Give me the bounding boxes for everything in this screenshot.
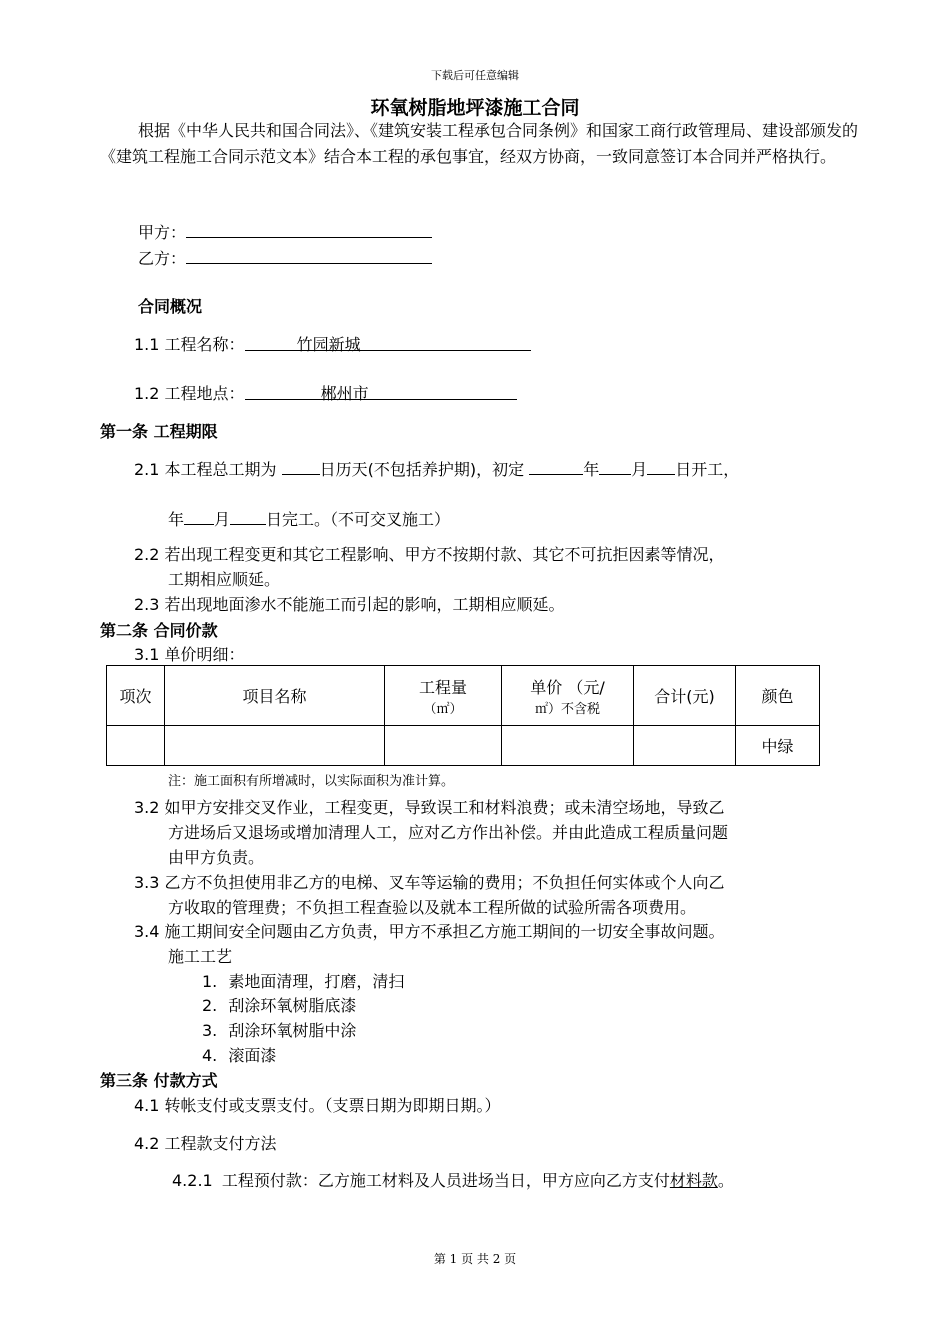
unit-price-table	[106, 665, 820, 766]
table-cell	[165, 726, 385, 766]
step-number: 1.	[202, 972, 218, 991]
item-4-2-1	[172, 1168, 734, 1191]
item-number: 4.2	[134, 1134, 160, 1153]
item-text: 日历天(不包括养护期)，初定	[319, 460, 525, 479]
item-text: 若出现工程变更和其它工程影响、甲方不按期付款、其它不可抗拒因素等情况，	[164, 545, 725, 564]
item-3-1	[134, 642, 245, 665]
item-number: 2.2	[134, 545, 160, 564]
item-text: 日开工，	[675, 460, 740, 479]
item-3-3	[134, 870, 725, 893]
table-header-row	[107, 666, 820, 726]
item-4-1	[134, 1093, 501, 1116]
item-text: 施工期间安全问题由乙方负责，甲方不承担乙方施工期间的一切安全事故问题。	[164, 922, 725, 941]
month-label: 月	[631, 460, 648, 479]
table-cell	[385, 726, 502, 766]
project-location-value: 郴州市	[320, 384, 369, 403]
item-text: 乙方不负担使用非乙方的电梯、叉车等运输的费用；不负担任何实体或个人向乙	[164, 873, 725, 892]
item-number: 3.2	[134, 798, 160, 817]
quantity-unit: （㎡）	[423, 701, 463, 717]
unit-price-unit: ㎡）不含税	[534, 701, 600, 717]
item-2-1-line2	[168, 506, 450, 530]
step-text: 刮涂环氧树脂中涂	[228, 1021, 357, 1040]
item-3-2-line3: 由甲方负责。	[168, 848, 265, 867]
start-year-blank	[529, 456, 583, 475]
unit-price-label: 单价 （元/	[530, 677, 605, 697]
item-text: 工程预付款：乙方施工材料及人员进场当日，甲方应向乙方支付	[221, 1171, 670, 1190]
item-text: 转帐支付或支票支付。（支票日期为即期日期。）	[164, 1096, 501, 1115]
item-text: 如甲方安排交叉作业，工程变更，导致误工和材料浪费；或未清空场地，导致乙	[164, 798, 725, 817]
total-days-blank	[282, 456, 320, 475]
step-text: 刮涂环氧树脂底漆	[228, 996, 357, 1015]
process-step	[202, 1043, 276, 1066]
item-3-4	[134, 919, 725, 942]
start-month-blank	[599, 456, 631, 475]
item-text: 日完工。（不可交叉施工）	[266, 510, 451, 529]
step-number: 4.	[202, 1046, 218, 1065]
item-text: 若出现地面渗水不能施工而引起的影响，工期相应顺延。	[164, 595, 565, 614]
process-step	[202, 1018, 356, 1041]
item-text: 。	[717, 1171, 734, 1190]
item-text: 工程款支付方法	[164, 1134, 277, 1153]
project-location-field	[245, 381, 517, 403]
item-2-2	[134, 542, 725, 565]
material-fee-text: 材料款	[669, 1171, 718, 1190]
item-1-2	[134, 381, 517, 404]
intro-paragraph: 根据《中华人民共和国合同法》、《建筑安装工程承包合同条例》和国家工商行政管理局、建设部颁发的《建筑工程施工合同示范文本》结合本工程的承包事宜，经双方协商，一致同意签订本合同并严格执行。	[100, 121, 859, 166]
party-a-label: 甲方：	[138, 223, 187, 242]
quantity-label: 工程量	[418, 677, 467, 697]
item-number: 4.2.1	[172, 1171, 213, 1190]
step-text: 滚面漆	[228, 1046, 277, 1065]
item-2-3	[134, 592, 565, 615]
party-b	[138, 245, 432, 269]
item-3-3-line2: 方收取的管理费；不负担工程查验以及就本工程所做的试验所需各项费用。	[168, 898, 697, 917]
year-label: 年	[583, 460, 600, 479]
table-cell	[502, 726, 634, 766]
step-number: 2.	[202, 996, 218, 1015]
article-3-heading: 第三条 付款方式	[100, 1071, 218, 1090]
item-2-1	[134, 456, 739, 480]
item-number: 3.4	[134, 922, 160, 941]
col-header-color: 颜色	[736, 666, 820, 726]
item-1-1	[134, 332, 531, 355]
page-footer: 第 1 页 共 2 页	[433, 1252, 517, 1266]
item-number: 2.3	[134, 595, 160, 614]
table-note: 注：施工面积有所增减时，以实际面积为准计算。	[168, 774, 455, 789]
item-number: 1.1	[134, 335, 160, 354]
party-a	[138, 219, 432, 243]
party-b-label: 乙方：	[138, 249, 187, 268]
table-cell-color: 中绿	[736, 726, 820, 766]
item-text: 单价明细：	[164, 645, 245, 664]
month-label: 月	[214, 510, 231, 529]
item-2-2-line2: 工期相应顺延。	[168, 570, 281, 589]
item-3-2-line2: 方进场后又退场或增加清理人工，应对乙方作出补偿。并由此造成工程质量问题	[168, 823, 729, 842]
step-number: 3.	[202, 1021, 218, 1040]
overview-heading: 合同概况	[138, 297, 203, 316]
process-heading: 施工工艺	[168, 947, 233, 966]
year-label: 年	[168, 510, 185, 529]
article-1-heading: 第一条 工程期限	[100, 422, 218, 441]
process-step	[202, 969, 404, 992]
item-label: 工程名称：	[164, 335, 245, 354]
project-name-value: 竹园新城	[296, 335, 361, 354]
start-day-blank	[647, 456, 675, 475]
table-cell	[107, 726, 165, 766]
article-2-heading: 第二条 合同价款	[100, 621, 218, 640]
item-text: 本工程总工期为	[164, 460, 277, 479]
table-cell	[634, 726, 736, 766]
item-4-2	[134, 1131, 277, 1154]
step-text: 素地面清理，打磨，清扫	[228, 972, 405, 991]
party-b-blank	[186, 245, 432, 264]
col-header-index: 项次	[107, 666, 165, 726]
col-header-unit-price	[502, 666, 634, 726]
item-number: 3.3	[134, 873, 160, 892]
end-day-blank	[230, 506, 266, 525]
table-row	[107, 726, 820, 766]
col-header-item-name: 项目名称	[165, 666, 385, 726]
process-step	[202, 993, 356, 1016]
item-label: 工程地点：	[164, 384, 245, 403]
item-3-2	[134, 795, 725, 818]
item-number: 3.1	[134, 645, 160, 664]
project-name-field	[245, 332, 531, 354]
item-number: 1.2	[134, 384, 160, 403]
contract-title: 环氧树脂地坪漆施工合同	[370, 97, 580, 119]
party-a-blank	[186, 219, 432, 238]
end-month-blank	[184, 506, 214, 525]
item-number: 2.1	[134, 460, 160, 479]
col-header-total: 合计(元)	[634, 666, 736, 726]
col-header-quantity	[385, 666, 502, 726]
item-number: 4.1	[134, 1096, 160, 1115]
header-note: 下载后可任意编辑	[431, 69, 519, 82]
